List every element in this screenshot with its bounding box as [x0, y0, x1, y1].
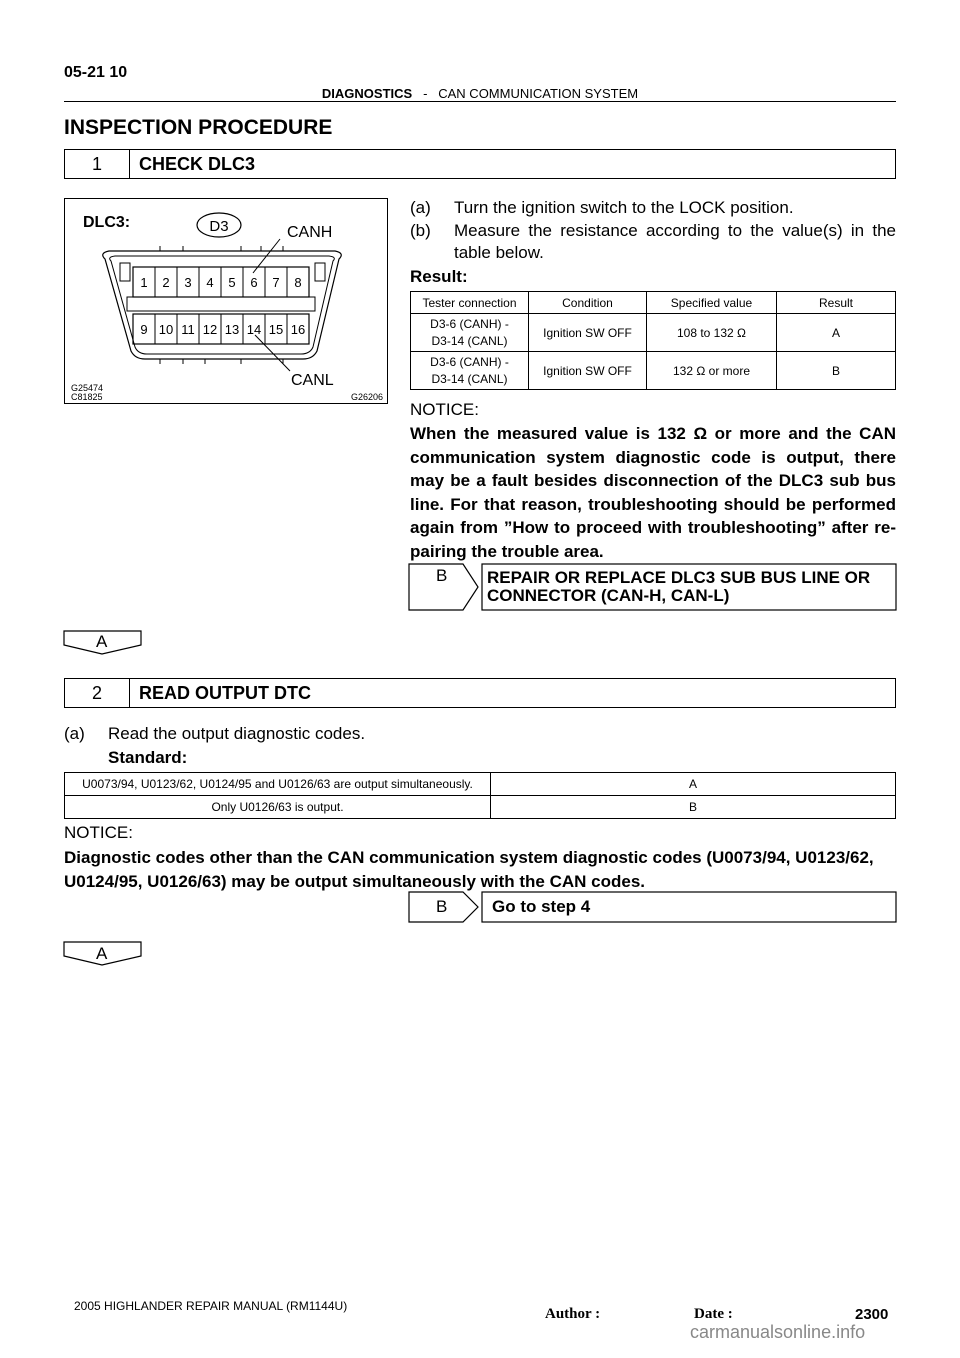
pin-number-13: 13 [224, 322, 240, 337]
table-row [411, 352, 896, 390]
footer-date-label: Date : [694, 1306, 733, 1322]
cell: D3-6 (CANH) - D3-14 (CANL) [411, 352, 529, 390]
cell: 108 to 132 Ω [647, 314, 777, 352]
pin-number-1: 1 [140, 275, 148, 290]
th-specified-value: Specified value [647, 292, 777, 314]
footer-page-number: 2300 [855, 1306, 889, 1323]
cell: 132 Ω or more [647, 352, 777, 390]
step2-standard-table [64, 772, 896, 819]
th-tester-connection: Tester connection [411, 292, 529, 314]
pin-number-7: 7 [272, 275, 280, 290]
canl-leader [255, 335, 290, 371]
canh-label: CANH [287, 224, 333, 241]
step1-instr-a: Turn the ignition switch to the LOCK position. [454, 198, 794, 217]
th-condition: Condition [529, 292, 647, 314]
step2-branch-b-shape [408, 891, 898, 923]
step-1-title: CHECK DLC3 [139, 153, 256, 174]
cell: U0073/94, U0123/62, U0124/95 and U0126/63 are output simultaneously. [65, 773, 491, 796]
left-latch [120, 263, 130, 281]
pin-number-9: 9 [140, 322, 148, 337]
table-row [411, 314, 896, 352]
dlc3-figure [64, 198, 388, 404]
pin-number-5: 5 [228, 275, 236, 290]
step2-instr-a: Read the output diagnostic codes. [108, 724, 366, 743]
step1-notice-label: NOTICE: [410, 400, 479, 419]
step1-branch-b-line2: CONNECTOR (CAN-H, CAN-L) [487, 586, 730, 605]
canl-label: CANL [291, 372, 334, 389]
step-2-number: 2 [65, 679, 130, 707]
pin-number-4: 4 [206, 275, 214, 290]
pin-cells [140, 267, 305, 344]
th-result: Result [777, 292, 896, 314]
step2-notice-label: NOTICE: [64, 823, 133, 842]
connector-ticks [160, 246, 283, 364]
cell: Ignition SW OFF [529, 352, 647, 390]
step1-instr-a-label: (a) [410, 198, 431, 217]
cell: B [777, 352, 896, 390]
header-subsection: CAN COMMUNICATION SYSTEM [438, 86, 639, 101]
step1-result-table [410, 291, 896, 390]
dlc3-connector-diagram [65, 199, 387, 403]
right-latch [315, 263, 325, 281]
cell: A [491, 773, 896, 796]
step2-standard-label: Standard: [108, 748, 188, 767]
page-number: 05-21 10 [64, 64, 128, 81]
pin-number-8: 8 [294, 275, 302, 290]
connector-inner-outline [110, 256, 335, 354]
cell: B [491, 796, 896, 819]
figure-code-left2: C81825 [71, 392, 103, 402]
step-1-box [64, 149, 896, 179]
step1-branch-a-letter: A [96, 632, 108, 651]
pin-number-15: 15 [268, 322, 284, 337]
d3-label: D3 [209, 218, 229, 235]
cell: A [777, 314, 896, 352]
pin-number-11: 11 [181, 322, 195, 337]
watermark: carmanualsonline.info [690, 1322, 866, 1342]
step1-instr-b-label: (b) [410, 221, 431, 240]
step1-branch-b-line1: REPAIR OR REPLACE DLC3 SUB BUS LINE OR [487, 568, 871, 587]
table-row [65, 796, 896, 819]
footer-author-label: Author : [545, 1306, 601, 1322]
dlc3-label: DLC3: [83, 214, 131, 231]
step2-branch-b-letter: B [436, 897, 448, 916]
pin-number-10: 10 [158, 322, 174, 337]
page-heading: INSPECTION PROCEDURE [64, 116, 333, 139]
step1-result-label: Result: [410, 267, 468, 286]
step2-branch-b-text: Go to step 4 [492, 897, 591, 916]
header-section: DIAGNOSTICS [321, 86, 413, 101]
footer-manual: 2005 HIGHLANDER REPAIR MANUAL (RM1144U) [74, 1299, 348, 1313]
step1-instr-b: Measure the resistance according to the value(s) in the table below. [454, 221, 896, 262]
step1-branch-b-letter: B [436, 566, 448, 585]
pin-number-12: 12 [202, 322, 218, 337]
pin-number-14: 14 [246, 322, 262, 337]
cell: D3-6 (CANH) - D3-14 (CANL) [411, 314, 529, 352]
step-1-number: 1 [65, 150, 130, 178]
step-2-title: READ OUTPUT DTC [139, 682, 311, 703]
cell: Ignition SW OFF [529, 314, 647, 352]
table-row [65, 773, 896, 796]
header-separator: - [423, 86, 428, 101]
step1-notice: When the measured value is 132 Ω or more and the CAN communication system diagnostic code is output, there may be a fault besides disconnection of the DLC3 sub bus line. For that reason, troubleshooting should be performed again from ”How to proceed with troubleshooting” after re- pairing the trouble area. [410, 424, 896, 561]
pin-number-6: 6 [250, 275, 258, 290]
step2-branch-a-letter: A [96, 944, 108, 963]
pin-number-16: 16 [290, 322, 306, 337]
step-2-box [64, 678, 896, 708]
step2-notice: Diagnostic codes other than the CAN communication system diagnostic codes (U0073/94, U0123/62, U0124/95, U0126/63) may be output simultaneously with the CAN codes. [64, 848, 874, 891]
pin-divider [127, 297, 315, 311]
step2-instr-a-label: (a) [64, 724, 85, 743]
figure-code-left1: G25474 [71, 383, 104, 393]
header-title [0, 86, 960, 101]
cell: Only U0126/63 is output. [65, 796, 491, 819]
pin-number-3: 3 [184, 275, 192, 290]
figure-code-right: G26206 [351, 392, 384, 402]
pin-number-2: 2 [162, 275, 170, 290]
header-rule [64, 101, 896, 102]
